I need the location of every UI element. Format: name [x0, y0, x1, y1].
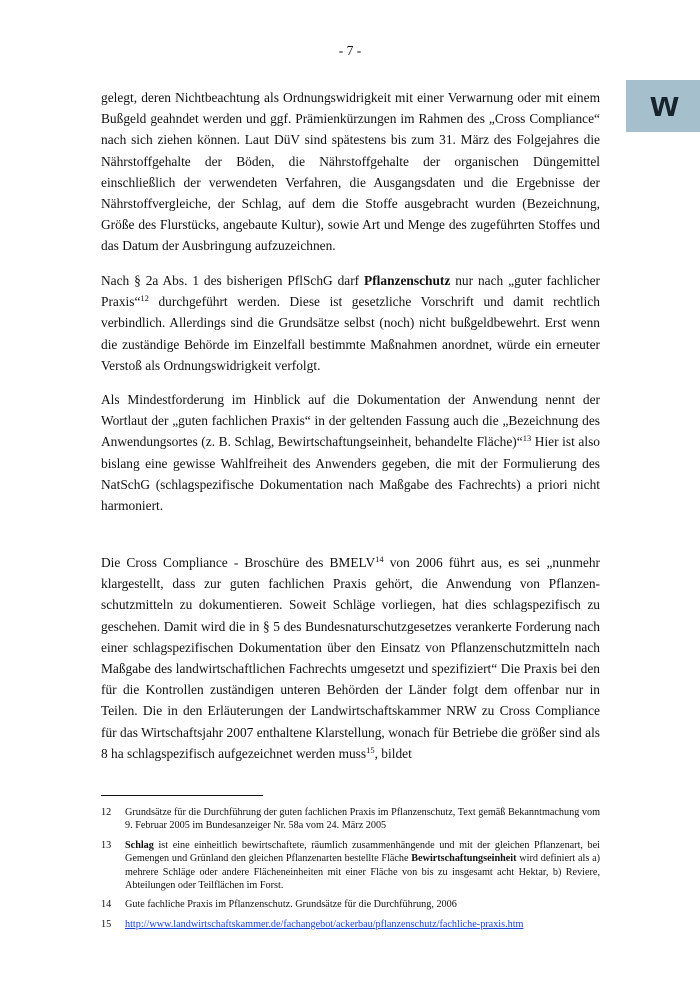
footnote-text: Grundsätze für die Durchführung der guten fachlichen Praxis im Pflanzenschutz, Text gemäß Bekanntmachung vom 9. Februar 2005 im Bundesanzeiger Nr. 58a vom 24. März 2005: [125, 807, 600, 832]
footnote-13: [101, 839, 600, 893]
logo-w-icon: w: [650, 83, 676, 124]
text-segment: von 2006 führt aus, es sei „nunmehr klargestellt, dass zur guten fachlichen Praxis gehört, die Anwendung von Pflanzenschutzmitteln zu dokumentieren. Soweit Schläge vorliegen, hat dies schlagspezifisch zu geschehen. Damit wird die in § 5 des Bundesnaturschutzgesetzes verankerte Forderung nach einer schlagspezifischen Dokumentation über den Einsatz von Pflanzenschutzmitteln nach Maßgabe des landwirtschaftlichen Fachrechts umgesetzt und spezifiziert“ Die Praxis bei den für die Kontrollen zuständigen unteren Behörden der Länder folgt dem offenbar nur in Teilen. Die in den Erläuterungen der Landwirtschaftskammer NRW zu Cross Compliance für das Wirtschaftsjahr 2007 enthaltene Klarstellung, wonach für Betriebe die größer sind als 8 ha schlagspezifisch aufgezeichnet werden muss: [101, 555, 600, 761]
footnote-text: [125, 839, 600, 893]
text-segment: , bildet: [374, 745, 412, 761]
logo: [626, 80, 700, 132]
footnote-number: 15: [101, 918, 112, 930]
text-segment: Als Mindestforderung im Hinblick auf die Dokumentation der Anwendung nennt der Wortlaut der „guten fachlichen Praxis“ in der geltenden Fassung auch die „Bezeichnung des Anwendungsortes (z. B. Schlag, Bewirtschaftungseinheit, behandelte Fläche)“: [101, 392, 600, 450]
paragraph-minimum-requirement: [101, 389, 600, 516]
footnote-text: Gute fachliche Praxis im Pflanzenschutz. Grundsätze für die Durchführung, 2006: [125, 899, 457, 911]
footnote-number: 13: [101, 839, 112, 851]
footnote-ref-12[interactable]: 12: [140, 293, 149, 304]
footnote-number: 12: [101, 807, 112, 818]
text-segment: Die Cross Compliance - Broschüre des BMELV: [101, 555, 376, 570]
footnote-12: [101, 806, 600, 833]
footnote-number: 14: [101, 899, 112, 911]
bold-term-pflanzenschutz: Pflanzenschutz: [364, 273, 451, 288]
footnote-ref-13[interactable]: 13: [522, 433, 532, 444]
footnote-link[interactable]: http://www.landwirtschaftskammer.de/fachangebot/ackerbau/pflanzenschutz/fachliche-praxis.htm: [125, 918, 524, 930]
footnotes: [101, 806, 600, 937]
page-number: - 7 -: [338, 43, 362, 58]
footnote-14: [101, 898, 600, 911]
text-segment: wird definiert als a) mehrere Schläge oder andere Flächeneinheiten mit einer Fläche von bis zu insgesamt acht Hektar, b) Reviere, Abteilungen oder Teilflächen im Forst.: [125, 853, 600, 892]
paragraph-plant-protection: [101, 270, 600, 376]
paragraph-cross-compliance: [101, 552, 600, 764]
text-segment: Nach § 2a Abs. 1 des bisherigen PflSchG darf: [101, 273, 365, 288]
text-segment: Hier ist also bislang eine gewisse Wahlfreiheit des Anwenders gegeben, die mit der Formulierung des NatSchG (schlagspezifische Dokumentation nach Maßgabe des Fachrechts) a priori nicht harmoniert.: [101, 434, 600, 514]
footnote-divider: [101, 795, 263, 796]
paragraph-fertilizer: gelegt, deren Nichtbeachtung als Ordnungswidrigkeit mit einer Verwarnung oder mit einem Bußgeld geahndet werden und ggf. Prämienkürzungen im Rahmen des „Cross Compliance“ nach sich ziehen können. Laut DüV sind spätestens bis zum 31. März des Folgejahres die Nährstoffgehalte der Böden, die Nährstoffgehalte der organischen Düngemittel einschließlich der verwendeten Verfahren, die Ausgangsdaten und die Ergebnisse der Nährstoffvergleiche, der Schlag, auf dem die Stoffe ausgebracht wurden (Bezeichnung, Größe des Flurstücks, angebaute Kultur), sowie Art und Menge des zugeführten Stoffes und das Datum der Ausbringung aufzuzeichnen.: [101, 90, 600, 254]
footnote-ref-15[interactable]: 15: [366, 744, 375, 755]
bold-term-bewirtschaftungseinheit: Bewirtschaftungseinheit: [411, 853, 517, 865]
text-segment: durchgeführt werden. Diese ist gesetzliche Vorschrift und damit rechtlich verbindlich. Allerdings sind die Grundsätze selbst (noch) nicht bußgeldbewehrt. Erst wenn die zuständige Behörde im Einzelfall bestimmte Maßnahmen anordnet, würde ein erneuter Verstoß als Ordnungswidrigkeit verfolgt.: [101, 294, 600, 373]
footnote-ref-14[interactable]: 14: [375, 554, 384, 564]
footnote-text: [125, 918, 600, 931]
text-segment: ist eine einheitlich bewirtschaftete, räumlich zusammenhängende und mit der gleichen Pflanzenart, bei Gemengen und Grünland den gleichen Pflanzenarten bestellte Fläche: [125, 839, 600, 865]
footnote-15: [101, 918, 600, 931]
text-segment: nur nach „guter fachlicher Praxis“: [101, 273, 601, 310]
bold-term-schlag: Schlag: [125, 839, 154, 851]
